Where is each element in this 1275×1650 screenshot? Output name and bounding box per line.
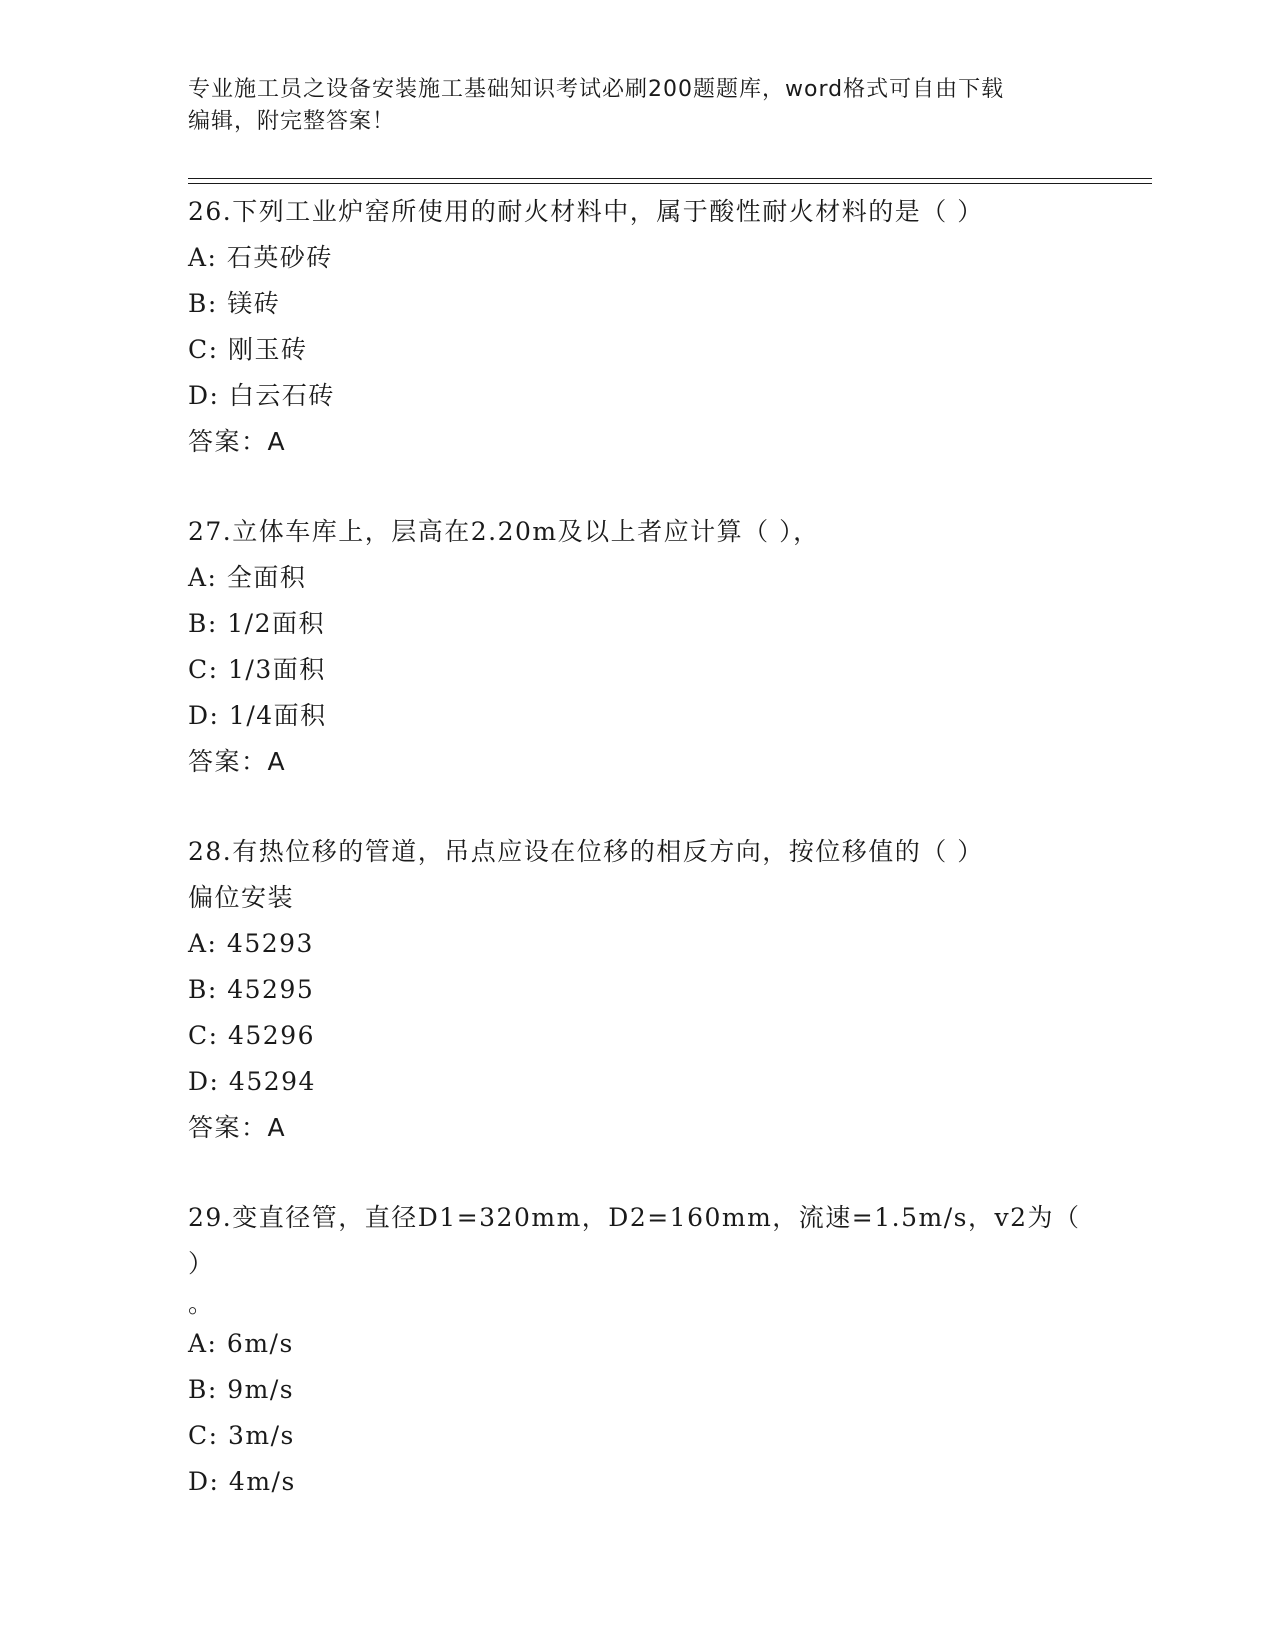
question-stem: 28.有热位移的管道，吊点应设在位移的相反方向，按位移值的（ ） <box>188 837 984 866</box>
option-d: D: 白云石砖 <box>188 381 335 410</box>
option-a: A: 石英砂砖 <box>188 243 333 272</box>
option-d: D: 4m/s <box>188 1467 296 1496</box>
question-stem-continuation: 。 <box>188 1289 215 1318</box>
answer-text: 答案：A <box>188 747 287 776</box>
option-b: B: 1/2面积 <box>188 609 325 638</box>
option-a: A: 45293 <box>188 929 314 958</box>
option-c: C: 1/3面积 <box>188 655 326 684</box>
answer-text: 答案：A <box>188 427 287 456</box>
question-28 <box>188 829 1088 1151</box>
option-d: D: 45294 <box>188 1067 316 1096</box>
option-a: A: 6m/s <box>188 1329 294 1358</box>
option-d: D: 1/4面积 <box>188 701 327 730</box>
header-divider-top <box>188 178 1152 179</box>
document-header <box>188 74 1088 138</box>
option-b: B: 45295 <box>188 975 315 1004</box>
header-divider-bottom <box>188 183 1152 184</box>
option-c: C: 3m/s <box>188 1421 295 1450</box>
question-29 <box>188 1195 1088 1505</box>
option-b: B: 镁砖 <box>188 289 281 318</box>
option-c: C: 45296 <box>188 1021 316 1050</box>
header-line-2: 编辑，附完整答案！ <box>188 109 396 134</box>
option-a: A: 全面积 <box>188 563 307 592</box>
question-26 <box>188 189 1088 465</box>
option-b: B: 9m/s <box>188 1375 295 1404</box>
question-stem-continuation: 偏位安装 <box>188 883 295 912</box>
option-c: C: 刚玉砖 <box>188 335 308 364</box>
question-stem: 29.变直径管，直径D1=320mm，D2=160mm，流速=1.5m/s，v2为（ ） <box>188 1203 1081 1278</box>
question-27 <box>188 509 1088 785</box>
question-stem: 27.立体车库上，层高在2.20m及以上者应计算（ ）， <box>188 517 820 546</box>
question-stem: 26.下列工业炉窑所使用的耐火材料中，属于酸性耐火材料的是（ ） <box>188 197 984 226</box>
header-line-1: 专业施工员之设备安装施工基础知识考试必刷200题题库，word格式可自由下载 <box>188 77 1005 102</box>
answer-text: 答案：A <box>188 1113 287 1142</box>
